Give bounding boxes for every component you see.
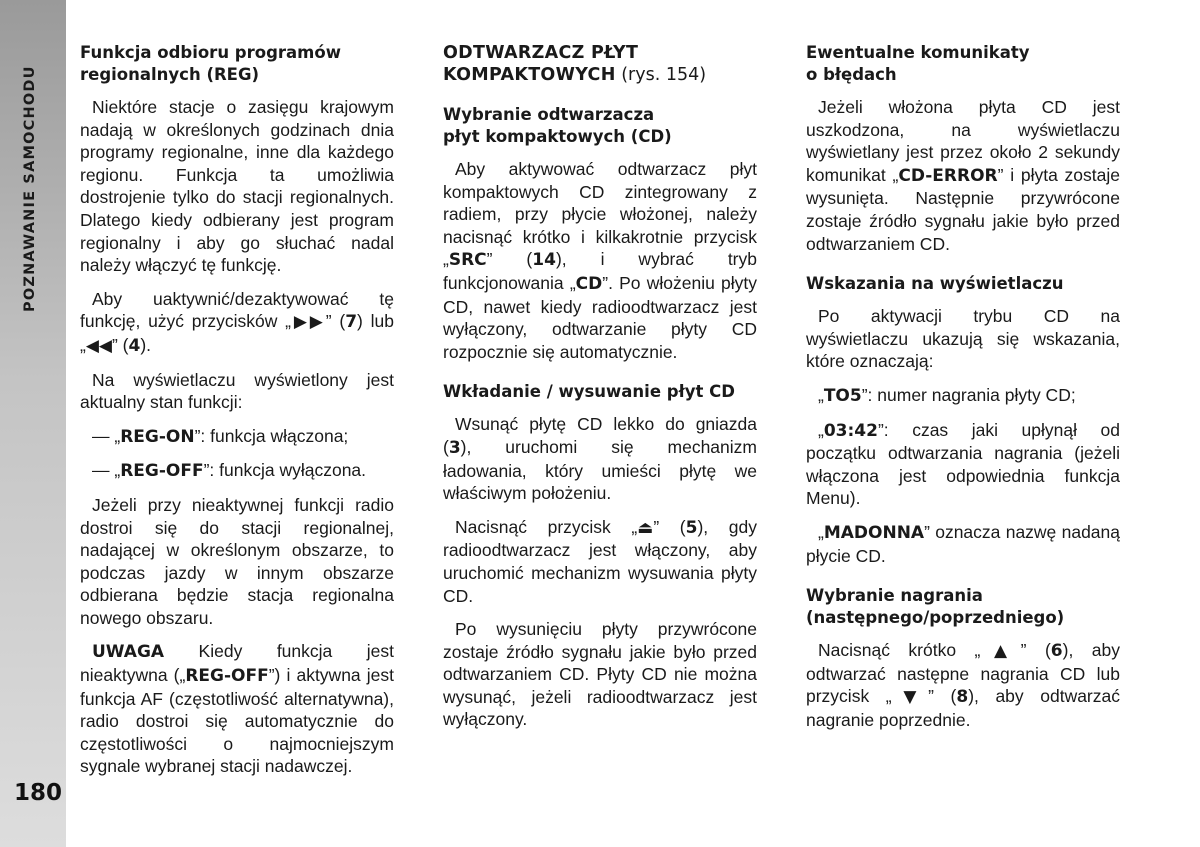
display-code: TO5 (823, 385, 862, 406)
text: Nacisnąć krótko „ (818, 640, 981, 661)
text: ” ( (486, 249, 533, 270)
text: Wsunąć płytę CD lekko do gniazda ( (443, 414, 757, 457)
text: „ (818, 384, 824, 405)
ref-number: 6 (1050, 641, 1063, 662)
text: ), aby odtwarzać następne nagrania CD lub przycisk „ (806, 640, 1120, 707)
column-1 (80, 42, 394, 789)
paragraph (806, 521, 1120, 567)
text: ”: numer nagrania płyty CD; (861, 384, 1076, 405)
list-item (80, 425, 394, 449)
paragraph: Po aktywacji trybu CD na wyświetlaczu ukazują się wskazania, które oznaczają: (806, 306, 1120, 372)
paragraph (806, 639, 1120, 731)
display-code: REG-OFF (120, 461, 204, 482)
paragraph (80, 288, 394, 358)
text: ” ( (1020, 640, 1051, 661)
text: ”: funkcja wyłączona. (203, 460, 367, 481)
display-code: REG-OFF (185, 666, 269, 687)
chapter-heading (443, 42, 757, 86)
heading-line: płyt kompaktowych (CD) (443, 127, 672, 146)
eject-icon: ⏏ (637, 517, 654, 538)
heading-reg-line2: regionalnych (REG) (80, 65, 260, 84)
chapter-heading-line2: KOMPAKTOWYCH (443, 65, 616, 85)
text: ” oznacza nazwę nadaną płycie CD. (806, 521, 1120, 566)
text: — „ (92, 425, 121, 446)
text: ” ( (653, 516, 686, 537)
column-2 (443, 42, 757, 742)
text: Aby uaktywnić/dezaktywować tę funkcję, użyć przycisków „ (80, 288, 394, 332)
paragraph: Jeżeli przy nieaktywnej funkcji radio dostroi się do stacji regionalnej, nadającej w określonym obszarze, to podczas jazdy w innym obszarze odbierana będzie stacja regionalna nowego obszaru. (80, 494, 394, 628)
heading-display: Wskazania na wyświetlaczu (806, 274, 1064, 294)
paragraph (806, 384, 1120, 408)
heading-reg (80, 42, 394, 86)
text: ), aby odtwarzać nagranie poprzednie. (806, 686, 1120, 730)
text: ). (140, 334, 152, 355)
text: ), i wybrać tryb funkcjonowania „ (443, 249, 757, 293)
paragraph (806, 419, 1120, 510)
heading-line: o błędach (806, 65, 897, 84)
text: ) lub „ (80, 311, 394, 355)
ref-number: 4 (128, 335, 141, 356)
heading-line: Wybranie nagrania (806, 586, 983, 606)
list-item (80, 459, 394, 483)
fast-forward-icon: ▶▶ (290, 312, 326, 333)
text: ), gdy radioodtwarzacz jest włączony, aby uruchomić mechanizm wysuwania płyty CD. (443, 516, 757, 606)
display-code: REG-ON (120, 426, 195, 447)
mode-code: CD (575, 273, 603, 294)
text: ” i płyta zostaje wysunięta. Następnie przywrócone zostaje źródło sygnału jakie było przed odtwarzaniem CD. (806, 164, 1121, 254)
down-arrow-icon: ▼ (891, 687, 929, 708)
section-title: POZNAWANIE SAMOCHODU (22, 65, 38, 312)
text: ”. Po włożeniu płyty CD, nawet kiedy radioodtwarzacz jest wyłączony, odtwarzanie płyty CD rozpocznie się automatycznie. (443, 272, 757, 362)
text: ” ( (928, 686, 957, 707)
ref-number: 3 (448, 437, 461, 458)
button-code: SRC (448, 250, 487, 271)
sidebar-band (0, 0, 66, 847)
paragraph: Po wysunięciu płyty przywrócone zostaje źródło sygnału jakie było przed odtwarzaniem CD. Płyty CD nie można wysunąć, jeżeli radioodtwarzacz jest wyłączony. (443, 619, 757, 730)
text: Aby aktywować odtwarzacz płyt kompaktowych CD zintegrowany z radiem, przy płycie włożonej, należy nacisnąć krótko i kilkakrotnie przycisk „ (443, 159, 757, 270)
text: ” ( (325, 311, 346, 332)
heading-reg-line1: Funkcja odbioru programów (80, 43, 341, 62)
figure-ref: (rys. 154) (615, 65, 707, 85)
page-number: 180 (14, 780, 63, 806)
text: Jeżeli włożona płyta CD jest uszkodzona, na wyświetlaczu wyświetlany jest przez około 2 sekundy komunikat „ (806, 97, 1120, 185)
ref-number: 8 (956, 687, 969, 708)
text: Nacisnąć przycisk „ (455, 516, 638, 537)
text: Kiedy funkcja jest nieaktywna („ (80, 641, 394, 686)
text: ”: funkcja włączona; (194, 425, 349, 446)
text: „ (818, 521, 824, 542)
text: „ (818, 419, 824, 440)
column-3 (806, 42, 1120, 742)
heading-select-cd (443, 104, 757, 148)
heading-errors (806, 42, 1120, 86)
heading-line: Wybranie odtwarzacza (443, 105, 655, 124)
note-label: UWAGA (92, 642, 165, 663)
heading-insert-eject: Wkładanie / wysuwanie płyt CD (443, 382, 735, 402)
text: ), uruchomi się mechanizm ładowania, który umieści płytę we właściwym położeniu. (443, 436, 757, 504)
text: — „ (92, 460, 121, 481)
paragraph (443, 158, 757, 363)
ref-number: 14 (532, 250, 556, 271)
text: ”) i aktywna jest funkcja AF (częstotliwość alternatywna), radio dostroi się automatycznie do częstotliwości o najmocniejszym sygnale wybranej stacji nadawczej. (80, 665, 394, 777)
display-code: MADONNA (823, 522, 925, 543)
text: ” ( (111, 334, 129, 355)
up-arrow-icon: ▲ (980, 641, 1021, 662)
paragraph (806, 96, 1120, 255)
heading-track-select (806, 585, 1120, 629)
display-code: CD-ERROR (898, 165, 998, 186)
paragraph: Na wyświetlaczu wyświetlony jest aktualny stan funkcji: (80, 369, 394, 413)
heading-line: (następnego/poprzedniego) (806, 608, 1065, 628)
paragraph (443, 516, 757, 607)
text: ”: czas jaki upłynął od początku odtwarzania nagrania (jeżeli włączona jest odpowiednia funkcja Menu). (806, 419, 1120, 509)
ref-number: 5 (685, 517, 698, 538)
rewind-icon: ◀◀ (85, 335, 112, 356)
paragraph: Niektóre stacje o zasięgu krajowym nadają w określonych godzinach dnia programy regionalne, inne dla każdego regionu. Funkcja ta umożliwia dostrojenie tylko do stacji regionalnych. Dlatego kiedy odbierany jest program regionalny i aby go słuchać nadal należy włączyć tę funkcję. (80, 97, 394, 276)
display-code: 03:42 (823, 420, 878, 441)
chapter-heading-line1: ODTWARZACZ PŁYT (443, 43, 639, 63)
paragraph (443, 413, 757, 504)
ref-number: 7 (345, 312, 358, 333)
note-paragraph (80, 640, 394, 778)
heading-line: Ewentualne komunikaty (806, 43, 1030, 62)
